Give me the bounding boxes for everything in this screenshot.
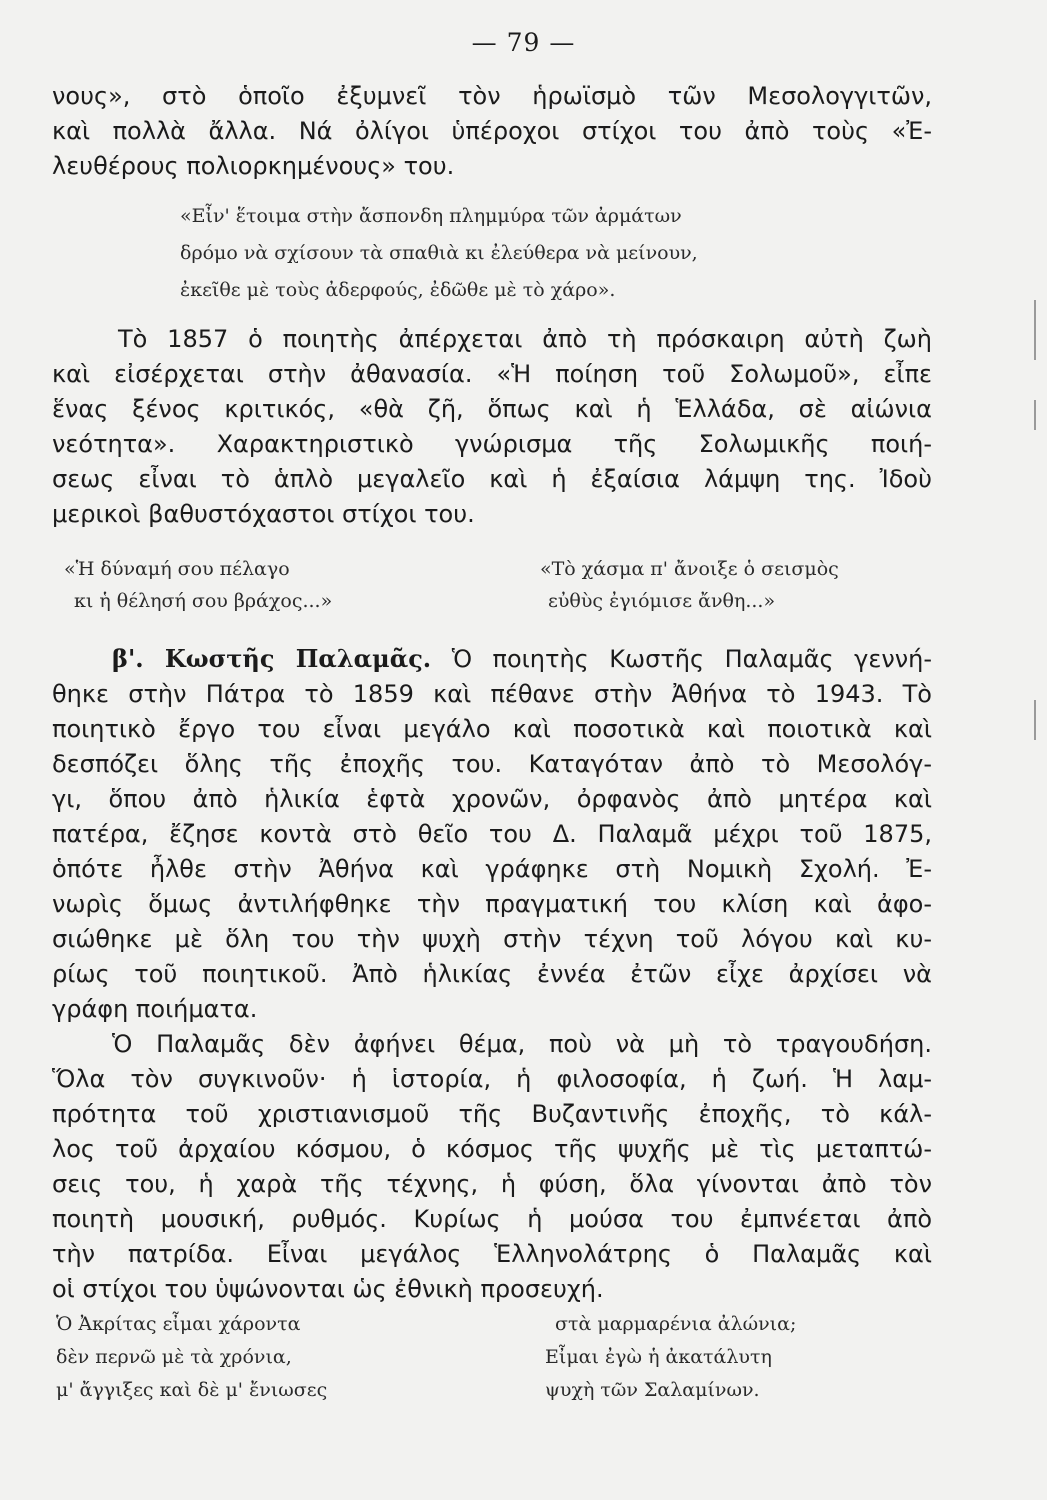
text-line: μερικοὶ βαθυστόχαστοι στίχοι του.	[52, 500, 475, 528]
text-line: σιώθηκε μὲ ὅλη του τὴν ψυχὴ στὴν τέχνη τοῦ λόγου καὶ κυ-	[52, 925, 932, 953]
text-line: καὶ πολλὰ ἄλλα. Νά ὀλίγοι ὑπέροχοι στίχοι του ἀπὸ τοὺς «Ἐ-	[52, 117, 932, 145]
text-line: ὁπότε ἦλθε στὴν Ἀθήνα καὶ γράφηκε στὴ Νομικὴ Σχολή. Ἐ-	[52, 855, 932, 883]
verse-line: στὰ μαρμαρένια ἀλώνια;	[555, 1313, 797, 1335]
section-first-line-text: Ὁ ποιητὴς Κωστῆς Παλαμᾶς γεννή-	[451, 645, 932, 673]
scan-mark	[1034, 400, 1036, 430]
text-line: νους», στὸ ὁποῖο ἐξυμνεῖ τὸν ἡρωϊσμὸ τῶν Μεσολογγιτῶν,	[52, 82, 932, 110]
verse-line: κι ἡ θέλησή σου βράχος...»	[74, 590, 333, 612]
text-line: νεότητα». Χαρακτηριστικὸ γνώρισμα τῆς Σολωμικῆς ποιή-	[52, 430, 932, 458]
verse-line: δὲν περνῶ μὲ τὰ χρόνια,	[56, 1346, 292, 1368]
text-line: καὶ εἰσέρχεται στὴν ἀθανασία. «Ἡ ποίηση τοῦ Σολωμοῦ», εἶπε	[52, 360, 932, 388]
text-line: ἕνας ξένος κριτικός, «θὰ ζῆ, ὅπως καὶ ἡ Ἑλλάδα, σὲ αἰώνια	[52, 395, 932, 423]
text-line: θηκε στὴν Πάτρα τὸ 1859 καὶ πέθανε στὴν Ἀθήνα τὸ 1943. Τὸ	[52, 680, 932, 708]
verse-line: μ' ἄγγιξες καὶ δὲ μ' ἔνιωσες	[56, 1379, 328, 1401]
verse-line: «Ἡ δύναμή σου πέλαγο	[64, 558, 290, 580]
text-line: λος τοῦ ἀρχαίου κόσμου, ὁ κόσμος τῆς ψυχῆς μὲ τὶς μεταπτώ-	[52, 1135, 932, 1163]
section-heading: β'. Κωστῆς Παλαμᾶς.	[112, 644, 432, 673]
scan-mark	[1034, 700, 1036, 740]
text-line: τὴν πατρίδα. Εἶναι μεγάλος Ἑλληνολάτρης ὁ Παλαμᾶς καὶ	[52, 1240, 932, 1268]
verse-line: «Τὸ χάσμα π' ἄνοιξε ὁ σεισμὸς	[540, 558, 839, 580]
text-line: γι, ὅπου ἀπὸ ἡλικία ἑφτὰ χρονῶν, ὀρφανὸς ἀπὸ μητέρα καὶ	[52, 785, 932, 813]
verse-line: ψυχὴ τῶν Σαλαμίνων.	[545, 1379, 760, 1401]
verse-line: Εἶμαι ἐγὼ ἡ ἀκατάλυτη	[545, 1346, 772, 1368]
text-line: πρότητα τοῦ χριστιανισμοῦ τῆς Βυζαντινῆς ἐποχῆς, τὸ κάλ-	[52, 1100, 932, 1128]
text-line: ποιητὴ μουσική, ρυθμός. Κυρίως ἡ μούσα του ἐμπνέεται ἀπὸ	[52, 1205, 932, 1233]
text-line: σεως εἶναι τὸ ἁπλὸ μεγαλεῖο καὶ ἡ ἐξαίσια λάμψη της. Ἰδοὺ	[52, 465, 932, 493]
text-line: οἱ στίχοι του ὑψώνονται ὡς ἐθνικὴ προσευχή.	[52, 1275, 604, 1303]
verse-line: δρόμο νὰ σχίσουν τὰ σπαθιὰ κι ἐλεύθερα νὰ μείνουν,	[180, 242, 698, 264]
page-number: — 79 —	[471, 28, 576, 57]
text-line: νωρὶς ὅμως ἀντιλήφθηκε τὴν πραγματική του κλίση καὶ ἀφο-	[52, 890, 932, 918]
text-line: Τὸ 1857 ὁ ποιητὴς ἀπέρχεται ἀπὸ τὴ πρόσκαιρη αὐτὴ ζωὴ	[118, 325, 932, 353]
section-first-line	[112, 645, 932, 673]
text-line: λευθέρους πολιορκημένους» του.	[52, 152, 455, 180]
text-line: δεσπόζει ὅλης τῆς ἐποχῆς του. Καταγόταν ἀπὸ τὸ Μεσολόγ-	[52, 750, 932, 778]
verse-line: εὐθὺς ἐγιόμισε ἄνθη...»	[548, 590, 776, 612]
text-line: σεις του, ἡ χαρὰ τῆς τέχνης, ἡ φύση, ὅλα γίνονται ἀπὸ τὸν	[52, 1170, 932, 1198]
verse-line: ἐκεῖθε μὲ τοὺς ἀδερφούς, ἐδῶθε μὲ τὸ χάρο».	[180, 279, 616, 301]
text-line: Ὁ Παλαμᾶς δὲν ἀφήνει θέμα, ποὺ νὰ μὴ τὸ τραγουδήση.	[112, 1030, 932, 1058]
scan-mark	[1034, 300, 1036, 360]
verse-line: Ὁ Ἀκρίτας εἶμαι χάροντα	[56, 1313, 301, 1335]
text-line: ρίως τοῦ ποιητικοῦ. Ἀπὸ ἡλικίας ἐννέα ἐτῶν εἶχε ἀρχίσει νὰ	[52, 960, 932, 988]
verse-line: «Εἶν' ἕτοιμα στὴν ἄσπονδη πλημμύρα τῶν ἀρμάτων	[180, 205, 682, 227]
text-line: ποιητικὸ ἔργο του εἶναι μεγάλο καὶ ποσοτικὰ καὶ ποιοτικὰ καὶ	[52, 715, 932, 743]
text-line: πατέρα, ἔζησε κοντὰ στὸ θεῖο του Δ. Παλαμᾶ μέχρι τοῦ 1875,	[52, 820, 932, 848]
text-line: Ὅλα τὸν συγκινοῦν· ἡ ἱστορία, ἡ φιλοσοφία, ἡ ζωή. Ἡ λαμ-	[52, 1065, 932, 1093]
text-line: γράφη ποιήματα.	[52, 995, 258, 1023]
